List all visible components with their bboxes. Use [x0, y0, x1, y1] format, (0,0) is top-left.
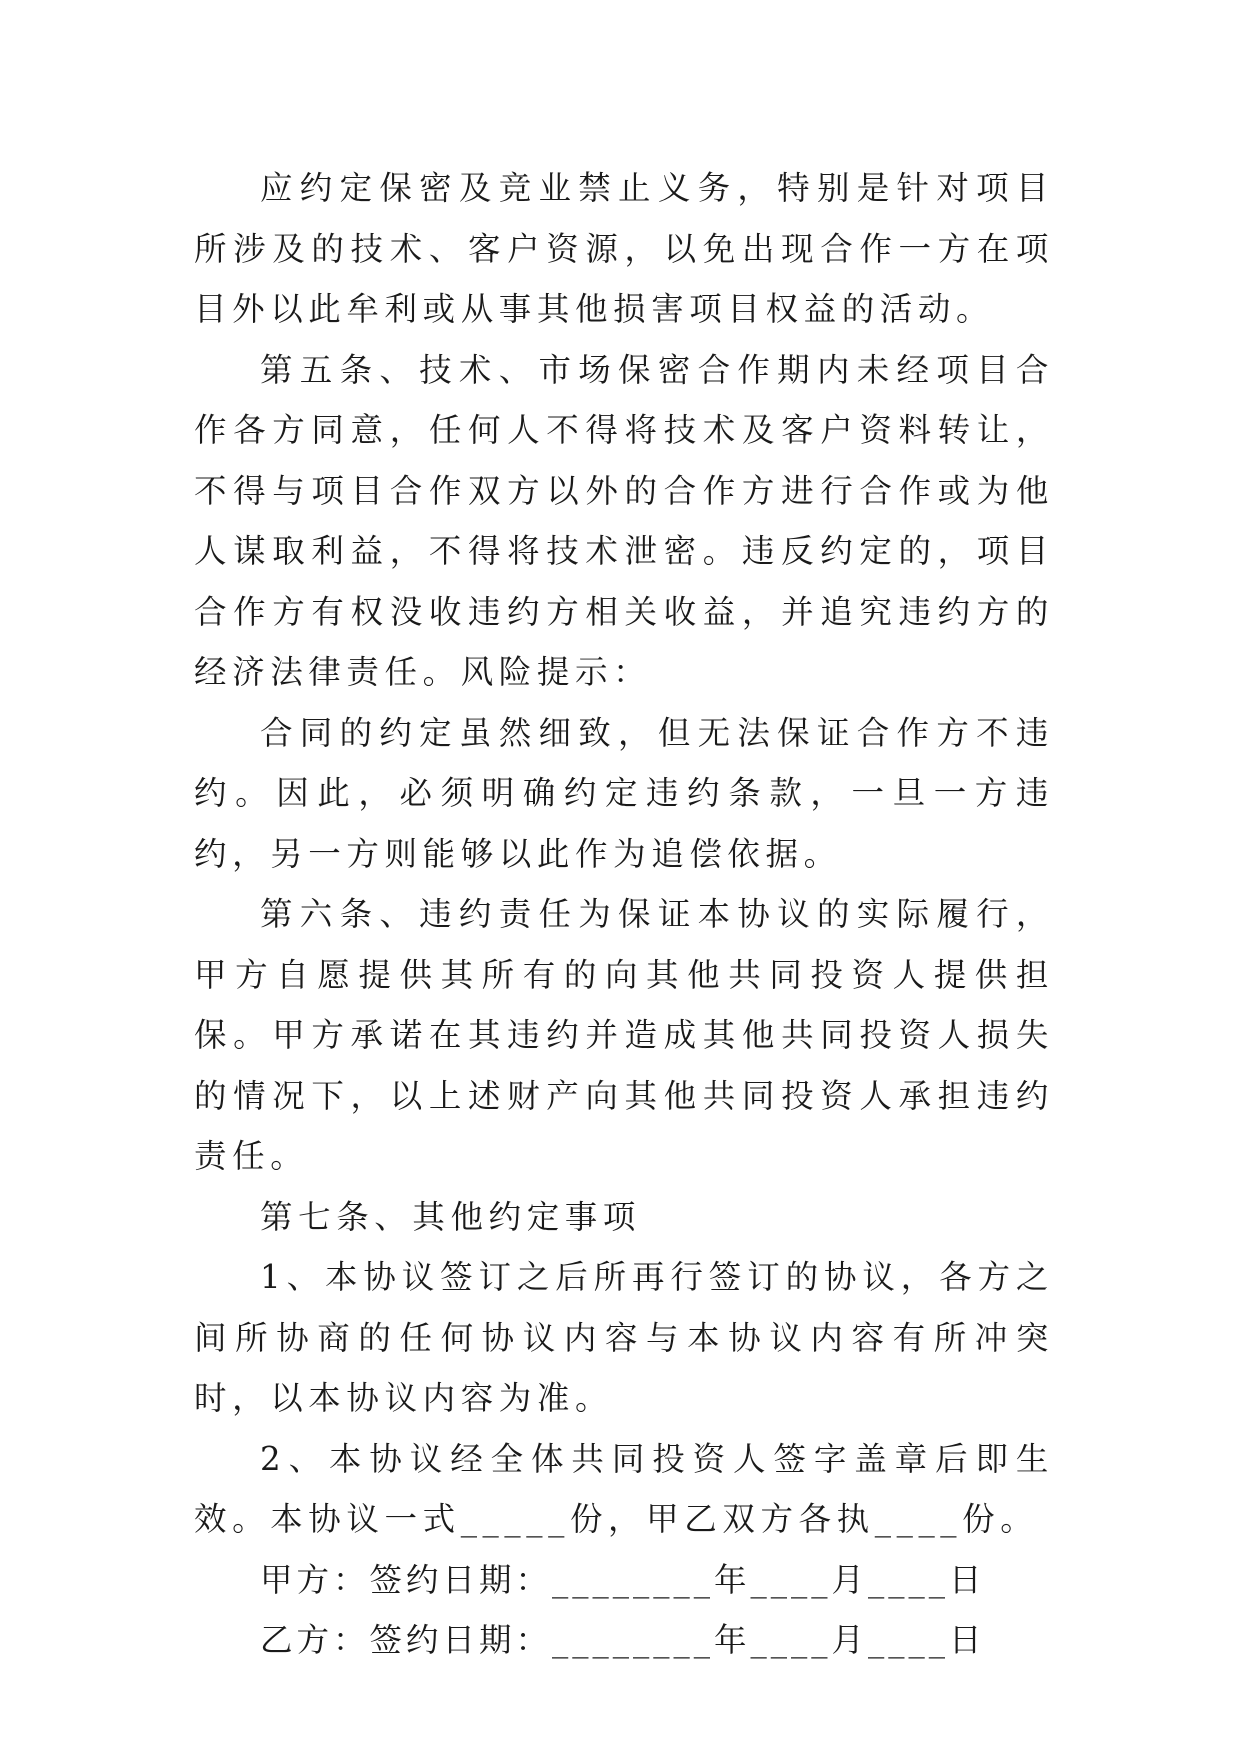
- paragraph-article-5: 第五条、技术、市场保密合作期内未经项目合作各方同意，任何人不得将技术及客户资料转让，不得与项目合作双方以外的合作方进行合作或为他人谋取利益，不得将技术泄密。违反约定的，项目合作方有权没收违约方相关收益，并追究违约方的经济法律责任。风险提示：: [194, 350, 1054, 691]
- signature-line-party-a: 甲方：签约日期：________年____月____日: [260, 1560, 986, 1599]
- signature-line-party-b: 乙方：签约日期：________年____月____日: [260, 1621, 986, 1659]
- paragraph-article-7-heading: 第七条、其他约定事项: [260, 1197, 642, 1236]
- paragraph-item-2: 2、本协议经全体共同投资人签字盖章后即生效。本协议一式_____份，甲乙双方各执____份。: [194, 1439, 1054, 1538]
- paragraph-risk-note: 合同的约定虽然细致，但无法保证合作方不违约。因此，必须明确约定违约条款，一旦一方违约，另一方则能够以此作为追偿依据。: [194, 713, 1054, 873]
- paragraph-item-1: 1、本协议签订之后所再行签订的协议，各方之间所协商的任何协议内容与本协议内容有所冲突时，以本协议内容为准。: [194, 1258, 1054, 1417]
- paragraph-confidentiality-obligation: 应约定保密及竞业禁止义务，特别是针对项目所涉及的技术、客户资源，以免出现合作一方在项目外以此牟利或从事其他损害项目权益的活动。: [194, 169, 1054, 328]
- paragraph-article-6: 第六条、违约责任为保证本协议的实际履行，甲方自愿提供其所有的向其他共同投资人提供担保。甲方承诺在其违约并造成其他共同投资人损失的情况下，以上述财产向其他共同投资人承担违约责任。: [194, 895, 1054, 1175]
- document-page: [194, 158, 1054, 1671]
